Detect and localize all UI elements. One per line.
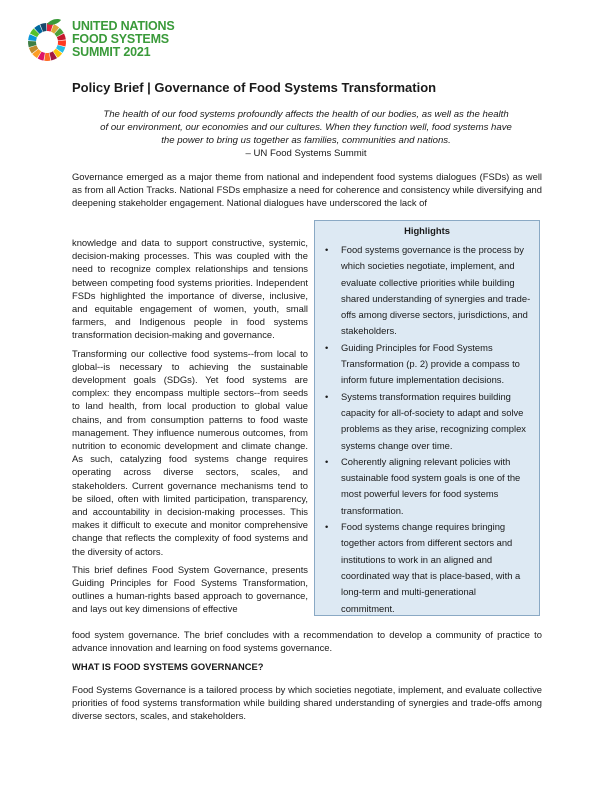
body-paragraph: knowledge and data to support constructive, systemic, decision-making processes. This was coupled with the need to recognize complex relationships and tensions between competing food systems priorities. Independent FSDs highlighted the importance of diverse, inclusive, and equitable engagement of women, youth, small farmers, and Indigenous people in food systems transformation decision-making and governance. [72, 237, 308, 341]
logo-line-2: FOOD SYSTEMS [72, 32, 169, 46]
body-paragraph: Transforming our collective food systems--from local to global--is necessary to achieving the sustainable development goals (SDGs). Yet food systems are complex: they encompass multiple sectors--from seeds to land health, from local production to global value chains, and from consumption patterns to food waste management. They influence numerous outcomes, from nutrition to economic development and climate change. As such, catalyzing food systems change requires operating across diverse sectors, scales, and stakeholders. Current governance mechanisms tend to be siloed, often with limited participation, transparency, and accountability in decision-making processes. This makes it difficult to execute and monitor comprehensive change that reflects the complexity of food systems and the diversity of actors. [72, 347, 308, 557]
highlights-list [323, 242, 531, 617]
closing-paragraph: food system governance. The brief concludes with a recommendation to develop a community of practice to advance innovation and learning on food systems governance. [72, 629, 542, 654]
quote-attribution: – UN Food Systems Summit [245, 148, 367, 159]
highlights-box [314, 220, 540, 616]
highlight-text: Food systems change requires bringing together actors from different sectors and institutions to work in an aligned and coordinated way that is place-based, with a long-term and multi-generational commitment. [341, 521, 521, 614]
section-heading: WHAT IS FOOD SYSTEMS GOVERNANCE? [72, 661, 264, 672]
definition-paragraph: Food Systems Governance is a tailored process by which societies negotiate, implement, and evaluate collective priorities of food systems transformation while building shared understanding of synergies and trade-offs among diverse sectors, scales, and stakeholders. [72, 684, 542, 722]
wheel-segment [44, 53, 50, 61]
bullet-icon: • [325, 390, 329, 402]
highlight-item [323, 519, 531, 617]
logo-line-3: SUMMIT 2021 [72, 45, 151, 59]
bullet-icon: • [325, 341, 329, 353]
intro-paragraph: Governance emerged as a major theme from national and independent food systems dialogues (FSDs) as well as from all Action Tracks. National FSDs emphasize a need for coherence and consistency while diversifying and deepening stakeholder engagement. National dialogues have underscored the lack of [72, 171, 542, 209]
highlight-item [323, 242, 531, 340]
body-paragraph: This brief defines Food System Governance, presents Guiding Principles for Food Systems Transformation, outlines a human-rights based approach to governance, and lays out key dimensions of effective [72, 563, 308, 615]
logo-line-1: UNITED NATIONS [72, 19, 175, 33]
page-title: Policy Brief | Governance of Food Systems Transformation [72, 80, 437, 95]
highlight-text: Food systems governance is the process by which societies negotiate, implement, and evaluate collective priorities while building shared understanding of synergies and trade-offs among diverse sectors, jurisdictions, and stakeholders. [341, 244, 531, 337]
quote-text: The health of our food systems profoundly affects the health of our bodies, as well as the health of our environment, our economies and our cultures. When they function well, food systems have the power to bring us together as families, communities and nations. [100, 109, 512, 146]
bullet-icon: • [325, 244, 329, 255]
highlight-text: Coherently aligning relevant policies with sustainable food system goals is one of the most powerful levers for food systems transformation. [341, 455, 521, 516]
bullet-icon: • [325, 455, 329, 467]
highlight-text: Guiding Principles for Food Systems Transformation (p. 2) provide a compass to inform future implementation decisions. [341, 341, 520, 386]
left-column [72, 236, 308, 621]
summit-logo [25, 15, 175, 71]
highlight-text: Systems transformation requires building capacity for all-of-society to adapt and solve problems as they arise, recognizing complex systems change over time. [341, 390, 526, 451]
highlights-title: Highlights [404, 225, 450, 236]
highlight-item [323, 389, 531, 454]
sdg-wheel-icon [25, 18, 69, 62]
epigraph-quote [100, 108, 512, 160]
leaf-icon [47, 19, 61, 25]
highlight-item [323, 454, 531, 519]
logo-text [72, 20, 175, 59]
bullet-icon: • [325, 521, 329, 533]
highlight-item [323, 340, 531, 389]
